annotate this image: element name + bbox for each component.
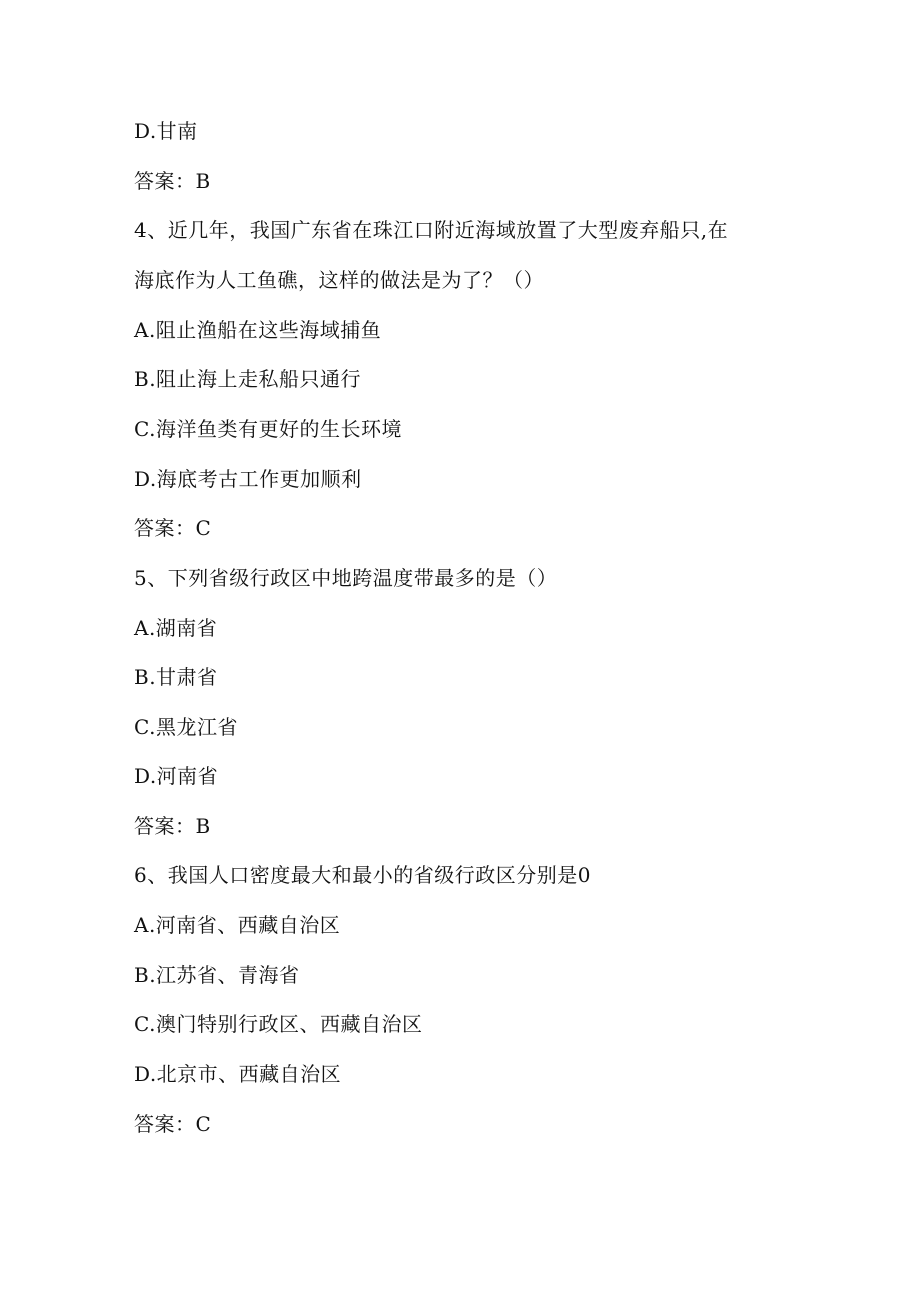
option-d-q3: D.甘南 — [134, 119, 198, 143]
question-6: 6、我国人口密度最大和最小的省级行政区分别是0 — [134, 863, 591, 887]
option-a-q4: A.阻止渔船在这些海域捕鱼 — [134, 318, 382, 342]
answer-q5: 答案：B — [134, 814, 211, 838]
option-c-q5: C.黑龙江省 — [134, 715, 238, 739]
question-4-line-1: 4、近几年，我国广东省在珠江口附近海域放置了大型废弃船只,在 — [134, 218, 729, 242]
option-b-q4: B.阻止海上走私船只通行 — [134, 367, 362, 391]
option-c-q4: C.海洋鱼类有更好的生长环境 — [134, 417, 402, 441]
option-c-q6: C.澳门特别行政区、西藏自治区 — [134, 1012, 423, 1036]
option-d-q4: D.海底考古工作更加顺利 — [134, 467, 362, 491]
option-b-q6: B.江苏省、青海省 — [134, 963, 300, 987]
answer-q6: 答案：C — [134, 1112, 212, 1136]
option-d-q6: D.北京市、西藏自治区 — [134, 1062, 342, 1086]
question-4-line-2: 海底作为人工鱼礁，这样的做法是为了？（） — [134, 268, 544, 292]
option-a-q6: A.河南省、西藏自治区 — [134, 913, 341, 937]
answer-q4: 答案：C — [134, 516, 212, 540]
option-d-q5: D.河南省 — [134, 764, 219, 788]
option-a-q5: A.湖南省 — [134, 616, 218, 640]
option-b-q5: B.甘肃省 — [134, 665, 218, 689]
question-5: 5、下列省级行政区中地跨温度带最多的是（） — [134, 566, 558, 590]
answer-q3: 答案：B — [134, 169, 211, 193]
